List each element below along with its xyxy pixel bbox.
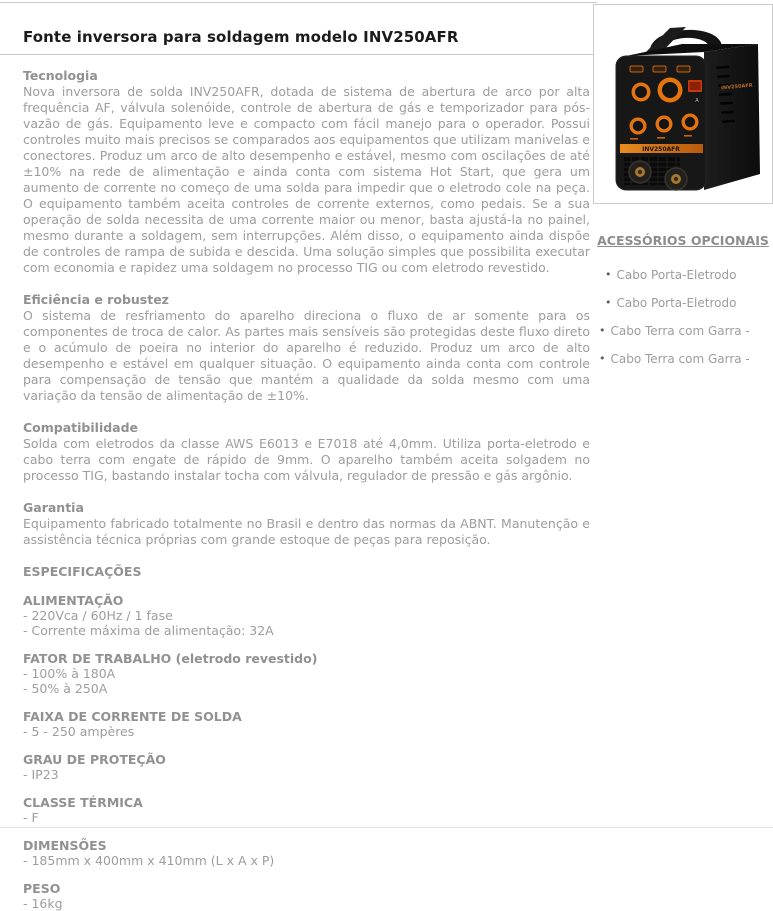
accessories-title[interactable]: ACESSÓRIOS OPCIONAIS: [597, 233, 769, 248]
product-image: [593, 4, 773, 204]
section-heading: Garantia: [23, 500, 84, 515]
specs-title: ESPECIFICAÇÕES: [23, 564, 142, 579]
spec-line: - 50% à 250A: [23, 681, 108, 696]
spec-line: - 100% à 180A: [23, 666, 116, 681]
sidebar: [593, 4, 773, 379]
accessory-label: Cabo Terra com Garra -: [610, 324, 750, 338]
page-header: [0, 2, 597, 55]
spec-line: - Corrente máxima de alimentação: 32A: [23, 623, 274, 638]
spec-heading: FAIXA DE CORRENTE DE SOLDA: [23, 709, 242, 724]
machine-indicator-labels: [630, 66, 690, 72]
section-body: O sistema de resfriamento do aparelho direciona o fluxo de ar somente para os componentes de troca de calor. As partes mais sensíveis são protegidas deste fluxo direto e o acúmulo de poeira no interior do aparelho é reduzido. Produz um arco de alto desempenho e estável em qualquer situação. O equipamento ainda conta com controle para compensação de tensão que mantém a qualidade da solda mesmo com uma variação da tensão de alimentação de ±10%.: [23, 308, 590, 403]
spec-fator-trabalho: [23, 651, 590, 696]
accessories-list: [593, 267, 773, 367]
bullet-icon: •: [605, 268, 612, 281]
section-body: Solda com eletrodos da classe AWS E6013 e E7018 até 4,0mm. Utiliza porta-eletrodo e cabo terra com engate de rápido de 9mm. O aparelho também aceita solgadem no processo TIG, bastando instalar tocha com válvula, regulador de pressão e gás argônio.: [23, 436, 590, 483]
spec-line: - 185mm x 400mm x 410mm (L x A x P): [23, 853, 275, 868]
welding-machine-illustration: [600, 14, 766, 194]
section-heading: Tecnologia: [23, 68, 98, 83]
section-eficiencia: [23, 292, 590, 404]
machine-side: [704, 44, 760, 190]
machine-side-label: INV250AFR: [720, 82, 753, 92]
bullet-icon: •: [605, 296, 612, 309]
spec-line: - 5 - 250 ampères: [23, 724, 135, 739]
spec-line: - 16kg: [23, 896, 63, 911]
spec-grau-protecao: [23, 752, 590, 782]
spec-peso: [23, 881, 590, 911]
accessory-label: Cabo Terra com Garra -: [610, 352, 750, 366]
list-item: [599, 295, 773, 311]
product-page: [0, 2, 773, 911]
accessory-label: Cabo Porta-Eletrodo: [616, 296, 737, 310]
spec-line: - IP23: [23, 767, 59, 782]
section-compatibilidade: [23, 420, 590, 484]
spec-line: - 220Vca / 60Hz / 1 fase: [23, 608, 173, 623]
accessory-label: Cabo Porta-Eletrodo: [616, 268, 737, 282]
list-item: [599, 323, 773, 339]
section-tecnologia: [23, 68, 590, 276]
spec-classe-termica: [23, 795, 590, 825]
machine-display-unit: A: [695, 98, 699, 104]
spec-faixa-corrente: [23, 709, 590, 739]
section-heading: Compatibilidade: [23, 420, 139, 435]
section-heading: Eficiência e robustez: [23, 292, 169, 307]
spec-line: - F: [23, 810, 39, 825]
section-garantia: [23, 500, 590, 548]
spec-heading: FATOR DE TRABALHO (eletrodo revestido): [23, 651, 318, 666]
machine-brand-stripe: [620, 144, 703, 153]
list-item: [599, 351, 773, 367]
spec-heading: GRAU DE PROTEÇÃO: [23, 752, 166, 767]
spec-dimensoes: [23, 838, 590, 868]
bullet-icon: •: [599, 324, 606, 337]
product-description: [0, 55, 590, 911]
spec-heading: CLASSE TÉRMICA: [23, 795, 143, 810]
spec-heading: PESO: [23, 881, 61, 896]
list-item: [599, 267, 773, 283]
spec-heading: DIMENSÕES: [23, 838, 107, 853]
section-body: Nova inversora de solda INV250AFR, dotada de sistema de abertura de arco por alta frequência AF, válvula solenóide, controle de abertura de gás e temporizador para pós-vazão de gás. Equipamento leve e compacto com fácil manejo para o operador. Possui controles muito mais precisos se comparados aos equipamentos que utilizam manivelas e conectores. Produz um arco de alto desempenho e estável, mesmo com oscilações de até ±10% na rede de alimentação e ainda conta com sistema Hot Start, que gera um aumento de corrente no começo de uma solda para impedir que o eletrodo cole na peça. O equipamento também aceita controles de corrente externos, como pedais. Se a sua operação de solda necessita de uma corrente maior ou menor, basta ajustá-la no painel, mesmo durante a soldagem, sem interrupções. Além disso, o equipamento ainda dispõe de controles de rampa de subida e descida. Uma solução simples que possibilita executar com economia e rapidez uma soldagem no processo TIG ou com eletrodo revestido.: [23, 84, 590, 275]
spec-heading: ALIMENTAÇÃO: [23, 593, 124, 608]
page-title: Fonte inversora para soldagem modelo INV250AFR: [23, 28, 459, 46]
machine-stripe-label: INV250AFR: [642, 146, 680, 153]
section-body: Equipamento fabricado totalmente no Brasil e dentro das normas da ABNT. Manutenção e assistência técnica próprias com grande estoque de peças para reposição.: [23, 516, 590, 547]
spec-alimentacao: [23, 593, 590, 638]
bullet-icon: •: [599, 352, 606, 365]
